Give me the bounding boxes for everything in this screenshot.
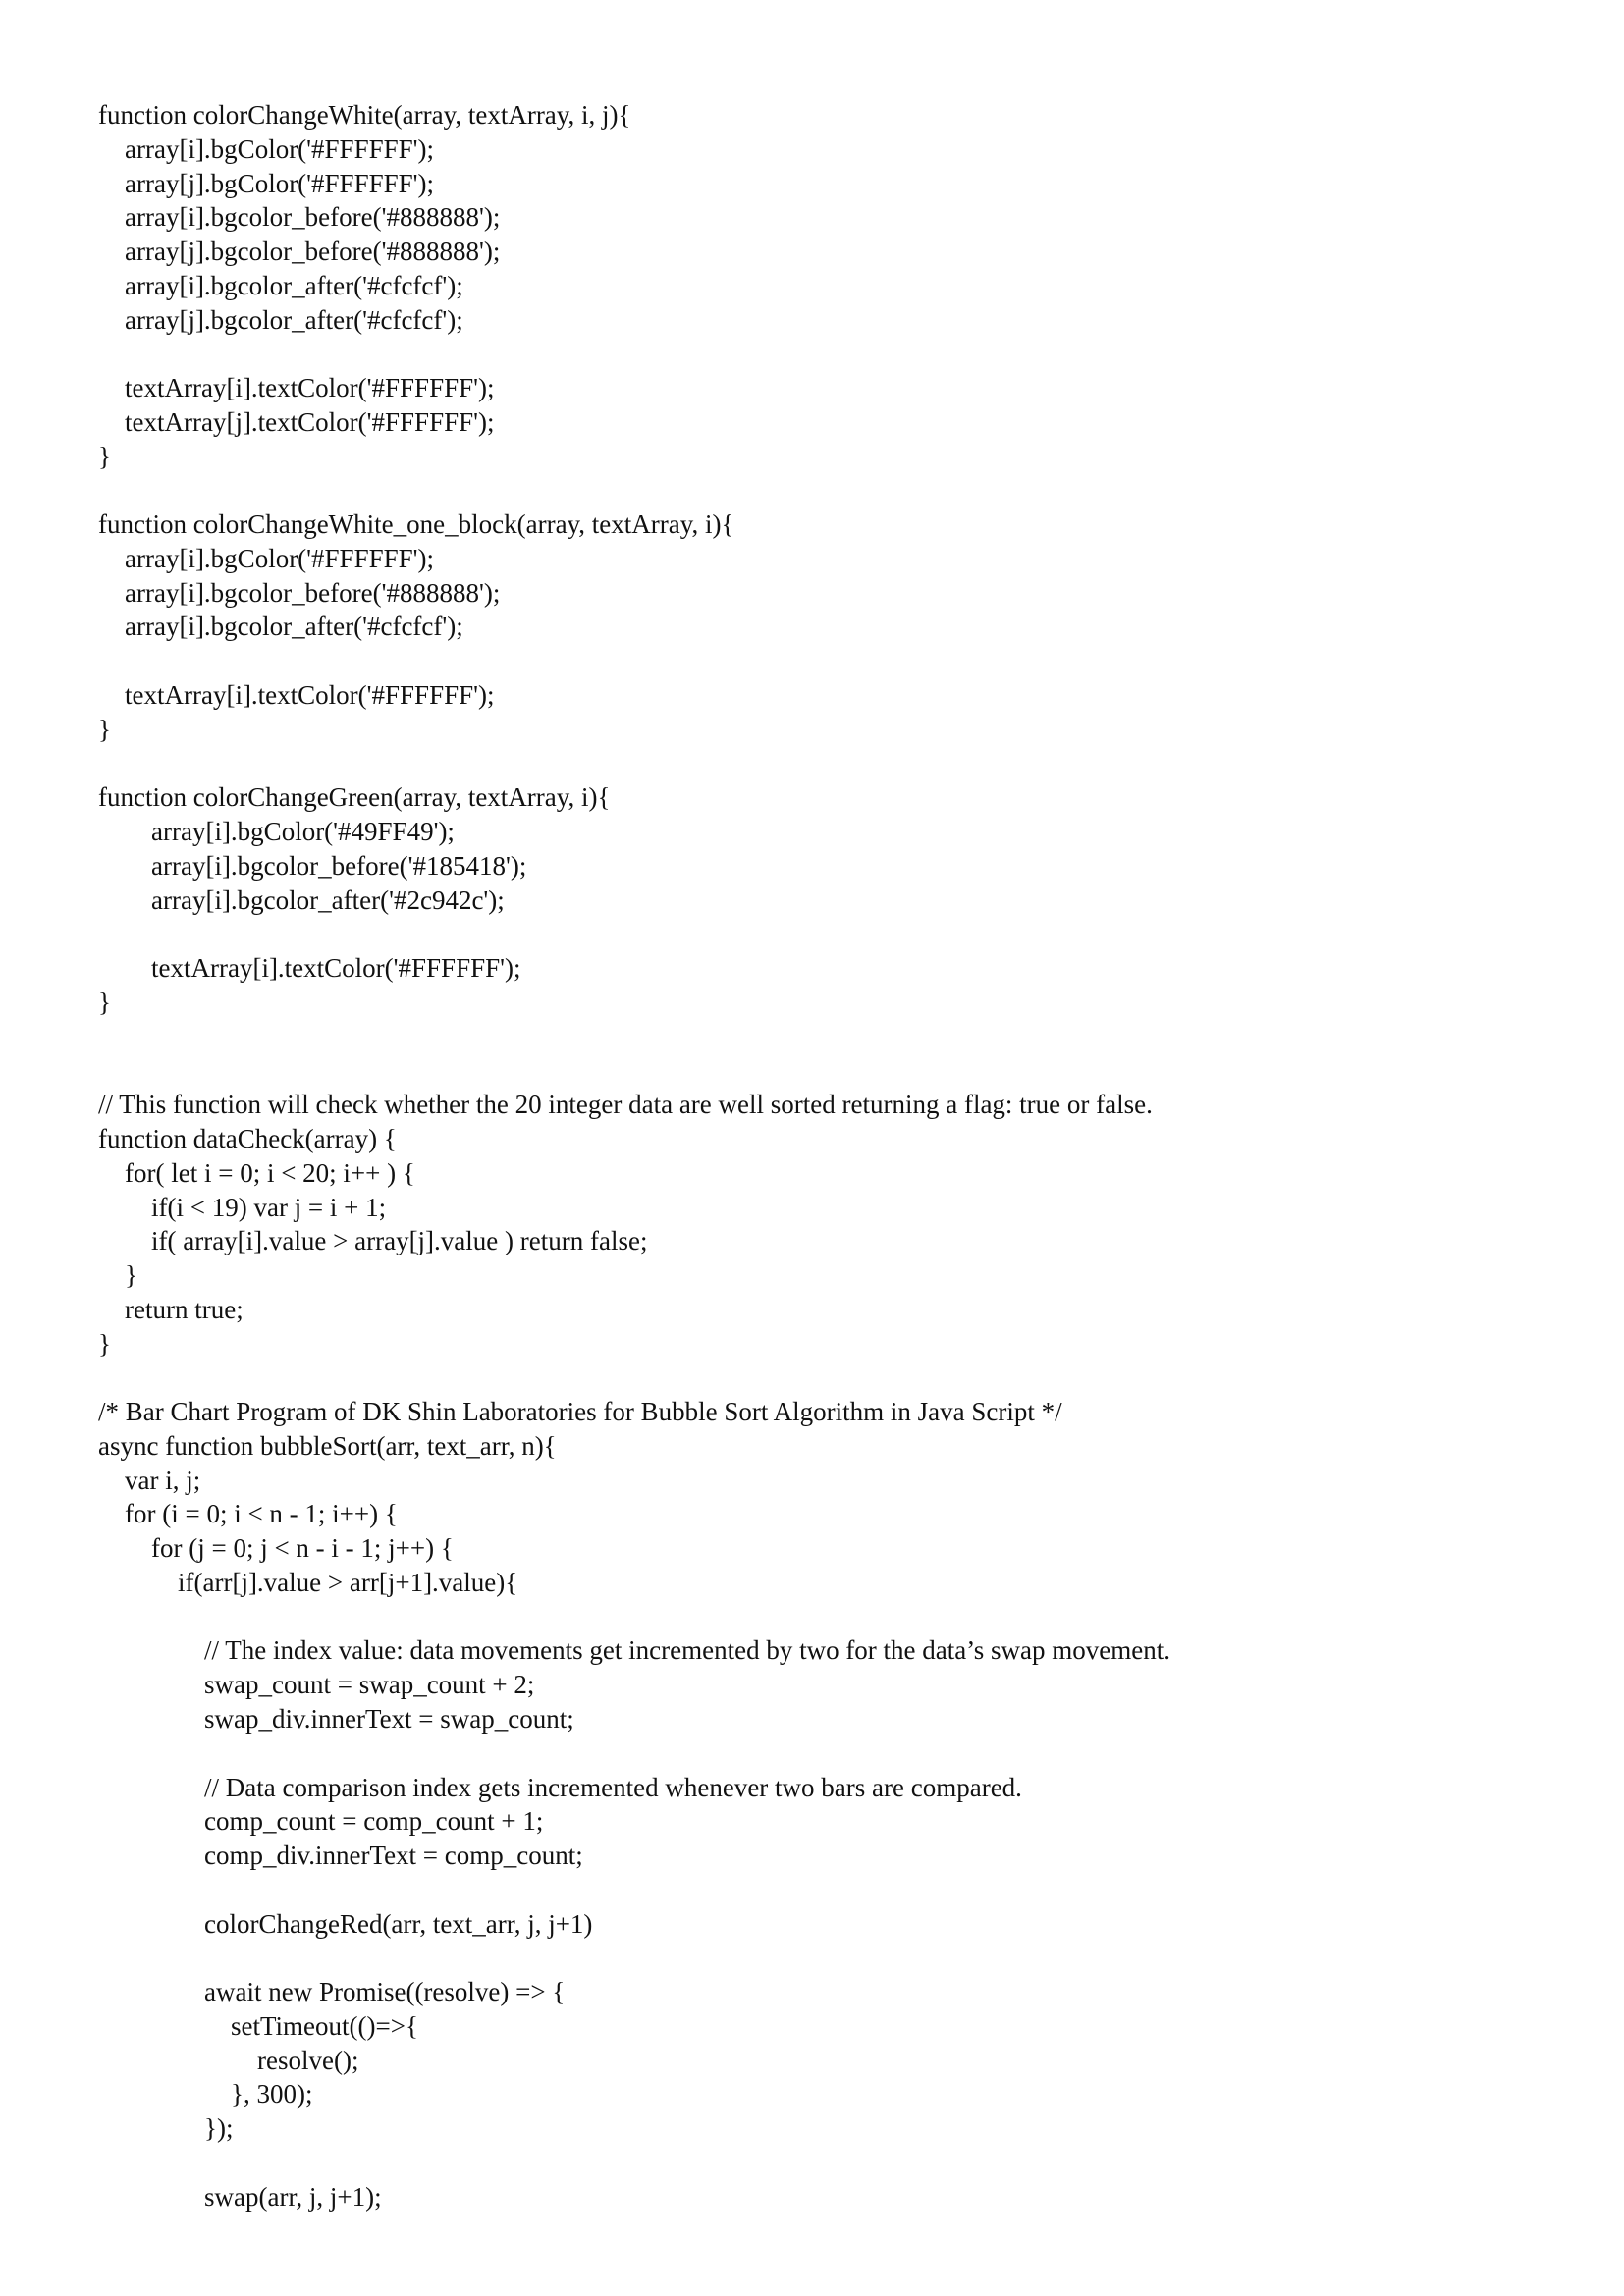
code-line: array[i].bgColor('#FFFFFF'); <box>98 543 434 573</box>
code-line: array[j].bgColor('#FFFFFF'); <box>98 168 434 198</box>
code-line: array[i].bgcolor_before('#185418'); <box>98 850 527 881</box>
code-line <box>98 1873 1551 1907</box>
code-line: array[i].bgcolor_before('#888888'); <box>98 577 501 608</box>
code-line: array[i].bgcolor_after('#2c942c'); <box>98 884 505 915</box>
code-line: for( let i = 0; i < 20; i++ ) { <box>98 1157 415 1188</box>
code-line <box>98 1020 1551 1054</box>
code-line: comp_count = comp_count + 1; <box>98 1806 544 1837</box>
code-line: textArray[i].textColor('#FFFFFF'); <box>98 373 495 403</box>
code-line: return true; <box>98 1294 244 1324</box>
code-line: swap_div.innerText = swap_count; <box>98 1703 574 1734</box>
code-line: array[i].bgColor('#FFFFFF'); <box>98 133 434 164</box>
code-line: async function bubbleSort(arr, text_arr, n){ <box>98 1430 557 1461</box>
code-line: array[i].bgcolor_before('#888888'); <box>98 202 501 233</box>
code-line: // The index value: data movements get incremented by two for the data’s swap movement. <box>98 1635 1170 1666</box>
code-line <box>98 917 1551 951</box>
code-line: if( array[i].value > array[j].value ) return false; <box>98 1226 648 1256</box>
code-line: function colorChangeGreen(array, textArray, i){ <box>98 782 611 813</box>
code-line <box>98 644 1551 678</box>
code-line: function dataCheck(array) { <box>98 1123 397 1153</box>
code-line: }, 300); <box>98 2079 313 2109</box>
code-line: } <box>98 714 111 744</box>
code-line: } <box>98 1328 111 1359</box>
code-line: setTimeout(()=>{ <box>98 2010 418 2041</box>
code-line: } <box>98 987 111 1017</box>
code-line: textArray[i].textColor('#FFFFFF'); <box>98 953 521 984</box>
code-line: array[j].bgcolor_before('#888888'); <box>98 237 501 267</box>
code-line: swap(arr, j, j+1); <box>98 2181 382 2212</box>
code-line <box>98 1941 1551 1975</box>
code-line <box>98 337 1551 371</box>
code-line <box>98 1361 1551 1395</box>
code-line: await new Promise((resolve) => { <box>98 1977 566 2007</box>
code-line <box>98 1053 1551 1088</box>
code-line: // This function will check whether the 20 integer data are well sorted returning a flag: true or false. <box>98 1090 1153 1120</box>
code-line: colorChangeRed(arr, text_arr, j, j+1) <box>98 1908 593 1939</box>
code-line: } <box>98 441 111 471</box>
code-line: array[j].bgcolor_after('#cfcfcf'); <box>98 304 463 335</box>
code-line: if(arr[j].value > arr[j+1].value){ <box>98 1567 518 1597</box>
code-line: array[i].bgcolor_after('#cfcfcf'); <box>98 612 463 642</box>
code-line: for (i = 0; i < n - 1; i++) { <box>98 1499 398 1529</box>
code-line <box>98 2146 1551 2180</box>
code-line: array[i].bgcolor_after('#cfcfcf'); <box>98 270 463 300</box>
code-line: resolve(); <box>98 2045 359 2075</box>
code-line: array[i].bgColor('#49FF49'); <box>98 817 455 847</box>
code-line: swap_count = swap_count + 2; <box>98 1670 535 1700</box>
code-line: textArray[i].textColor('#FFFFFF'); <box>98 680 495 711</box>
code-block <box>98 98 1551 2214</box>
code-line: // Data comparison index gets incremented whenever two bars are compared. <box>98 1772 1022 1802</box>
code-line: for (j = 0; j < n - i - 1; j++) { <box>98 1533 454 1564</box>
code-line <box>98 1600 1551 1634</box>
code-line: comp_div.innerText = comp_count; <box>98 1841 583 1871</box>
code-line: }); <box>98 2113 234 2144</box>
code-line: /* Bar Chart Program of DK Shin Laboratories for Bubble Sort Algorithm in Java Script */ <box>98 1397 1062 1427</box>
code-line: var i, j; <box>98 1465 201 1495</box>
code-line: function colorChangeWhite(array, textArray, i, j){ <box>98 100 631 130</box>
code-line <box>98 1736 1551 1771</box>
code-line: if(i < 19) var j = i + 1; <box>98 1192 387 1222</box>
code-line: } <box>98 1260 137 1291</box>
code-line <box>98 473 1551 507</box>
code-line <box>98 747 1551 781</box>
code-line: function colorChangeWhite_one_block(array, textArray, i){ <box>98 509 734 540</box>
code-line: textArray[j].textColor('#FFFFFF'); <box>98 406 495 437</box>
